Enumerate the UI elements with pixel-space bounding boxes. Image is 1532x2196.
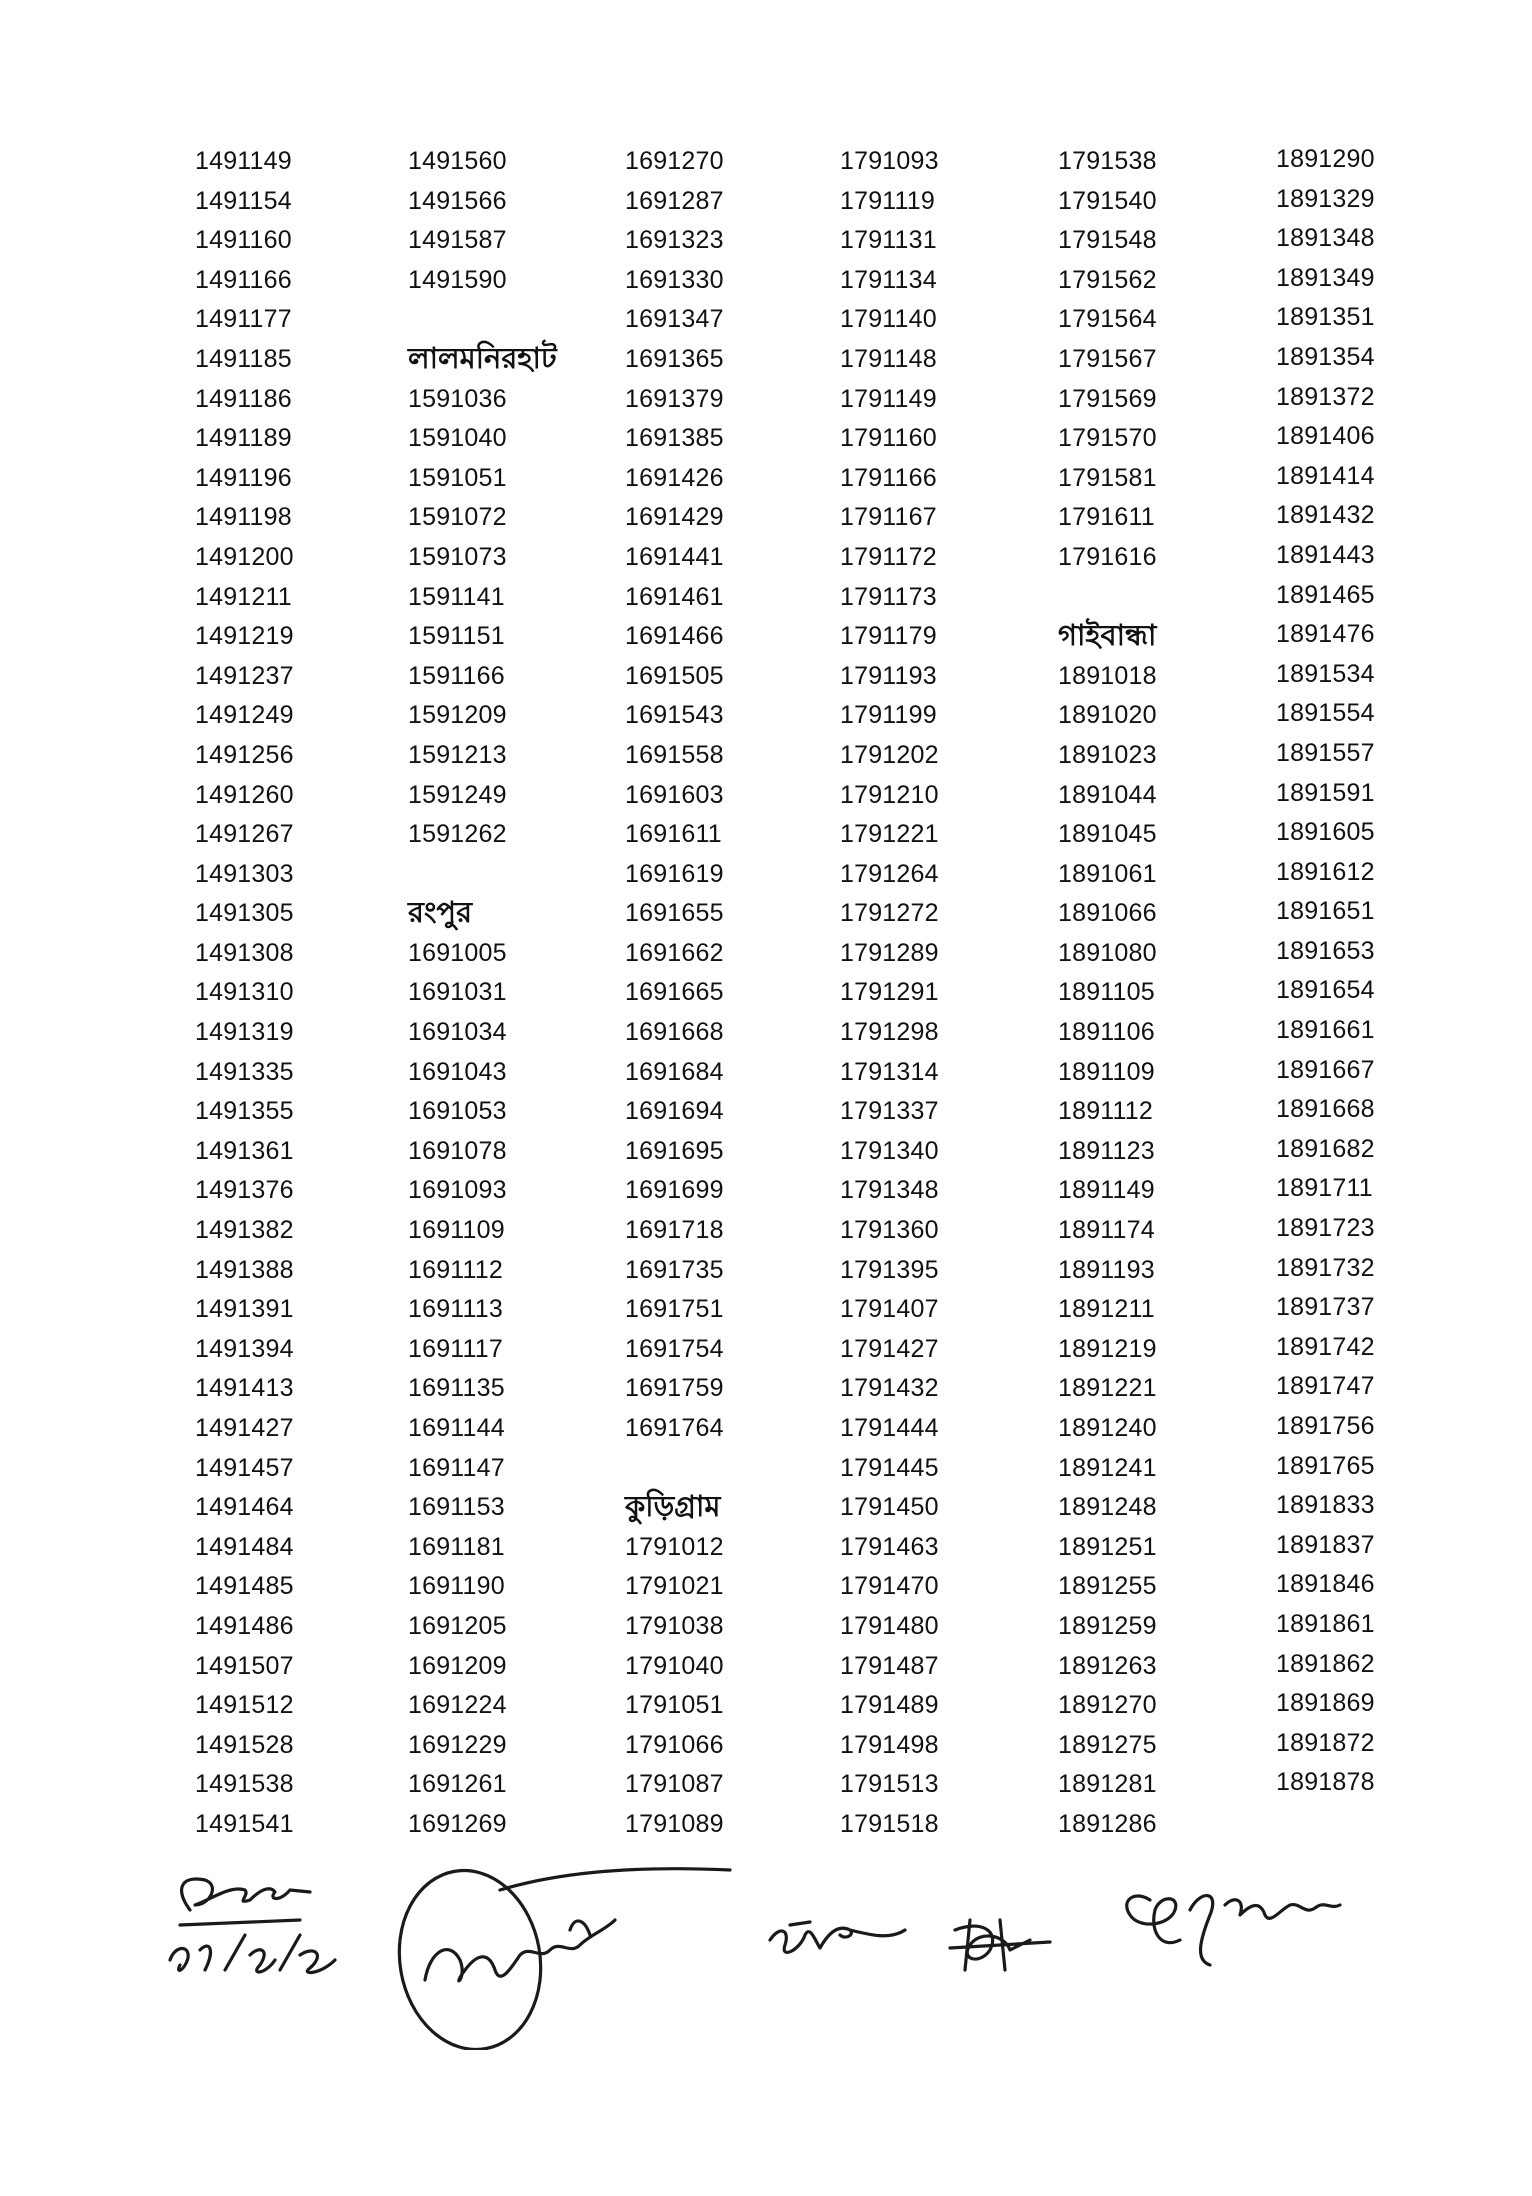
roll-number: 1891290 — [1276, 145, 1375, 173]
roll-number: 1691668 — [625, 1018, 724, 1047]
roll-number: 1791340 — [840, 1136, 939, 1165]
roll-number: 1791298 — [840, 1018, 939, 1047]
roll-number: 1791337 — [840, 1097, 939, 1126]
roll-number: 1791289 — [840, 938, 939, 967]
roll-number: 1891372 — [1276, 382, 1375, 411]
roll-number: 1491587 — [408, 226, 507, 255]
roll-number: 1891240 — [1058, 1414, 1157, 1442]
roll-number: 1891667 — [1276, 1055, 1375, 1084]
roll-number: 1791149 — [840, 384, 937, 413]
roll-number: 1891259 — [1058, 1611, 1157, 1640]
roll-number: 1791134 — [840, 265, 937, 294]
roll-number: 1791569 — [1058, 384, 1157, 413]
roll-number: 1891275 — [1058, 1730, 1157, 1759]
roll-number: 1791193 — [840, 661, 937, 690]
blank-row — [1058, 578, 1258, 618]
roll-number: 1491177 — [195, 305, 292, 334]
roll-number: 1491376 — [195, 1176, 294, 1205]
roll-number: 1591262 — [408, 820, 507, 849]
roll-number: 1591051 — [408, 463, 507, 492]
roll-number: 1491185 — [195, 344, 292, 373]
roll-number: 1691323 — [625, 226, 724, 255]
roll-number: 1891465 — [1276, 580, 1375, 609]
roll-number: 1791567 — [1058, 344, 1157, 373]
roll-number: 1691347 — [625, 305, 724, 334]
district-heading: রংপুর — [408, 897, 473, 930]
roll-number: 1791498 — [840, 1730, 939, 1759]
roll-number: 1791012 — [625, 1532, 724, 1561]
roll-number: 1891432 — [1276, 501, 1375, 530]
roll-number: 1491528 — [195, 1730, 294, 1759]
roll-number: 1691365 — [625, 344, 724, 373]
roll-number: 1491382 — [195, 1216, 294, 1245]
roll-number: 1691093 — [408, 1176, 507, 1205]
roll-number: 1891263 — [1058, 1651, 1157, 1680]
roll-number: 1791487 — [840, 1651, 939, 1680]
roll-number: 1491538 — [195, 1770, 294, 1799]
roll-number: 1691147 — [408, 1453, 505, 1482]
roll-number: 1691558 — [625, 740, 724, 769]
roll-number: 1891653 — [1276, 936, 1375, 965]
roll-number: 1491211 — [195, 582, 292, 611]
roll-number: 1891351 — [1276, 303, 1375, 332]
roll-number: 1891106 — [1058, 1018, 1155, 1047]
roll-number: 1491219 — [195, 622, 294, 651]
roll-number: 1891109 — [1058, 1057, 1155, 1086]
roll-number: 1691466 — [625, 622, 724, 651]
roll-number: 1891737 — [1276, 1293, 1375, 1322]
roll-number: 1891080 — [1058, 938, 1157, 967]
roll-number: 1491484 — [195, 1532, 294, 1561]
roll-number: 1491160 — [195, 226, 292, 255]
roll-number: 1891765 — [1276, 1451, 1375, 1480]
roll-number: 1691695 — [625, 1136, 724, 1165]
roll-number: 1691718 — [625, 1216, 724, 1245]
roll-number: 1791489 — [840, 1691, 939, 1720]
roll-number: 1791348 — [840, 1176, 939, 1205]
number-column-4 — [840, 142, 1040, 1845]
roll-number: 1891221 — [1058, 1374, 1157, 1403]
district-heading: লালমনিরহাট — [408, 342, 557, 375]
roll-number: 1691005 — [408, 938, 507, 967]
number-column-5 — [1058, 142, 1258, 1845]
roll-number: 1791148 — [840, 344, 937, 373]
roll-number: 1891123 — [1058, 1136, 1155, 1165]
roll-number: 1791172 — [840, 542, 937, 571]
roll-number: 1891061 — [1058, 859, 1157, 888]
roll-number: 1691261 — [408, 1770, 507, 1799]
roll-number: 1791038 — [625, 1611, 724, 1640]
roll-number: 1791445 — [840, 1453, 939, 1482]
roll-number: 1791179 — [840, 622, 937, 651]
signature-row — [150, 1830, 1420, 2050]
roll-number: 1891837 — [1276, 1530, 1375, 1559]
roll-number: 1891354 — [1276, 342, 1375, 371]
roll-number: 1491355 — [195, 1097, 294, 1126]
roll-number: 1791087 — [625, 1770, 724, 1799]
roll-number: 1691043 — [408, 1057, 507, 1086]
roll-number: 1691505 — [625, 661, 724, 690]
roll-number: 1691611 — [625, 820, 722, 849]
roll-number: 1791470 — [840, 1572, 939, 1601]
roll-number: 1491590 — [408, 265, 507, 294]
roll-number: 1791166 — [840, 463, 937, 492]
roll-number: 1791395 — [840, 1255, 939, 1284]
roll-number: 1791570 — [1058, 424, 1157, 453]
signature-3-icon — [770, 1922, 905, 1952]
roll-number: 1791093 — [840, 147, 939, 175]
roll-number: 1691759 — [625, 1374, 724, 1403]
roll-number: 1491335 — [195, 1057, 294, 1086]
roll-number: 1891105 — [1058, 978, 1155, 1007]
roll-number: 1691754 — [625, 1334, 724, 1363]
roll-number: 1791360 — [840, 1216, 939, 1245]
roll-number: 1691078 — [408, 1136, 507, 1165]
roll-number: 1791160 — [840, 424, 937, 453]
roll-number: 1791272 — [840, 899, 939, 928]
roll-number: 1891742 — [1276, 1332, 1375, 1361]
roll-number: 1891023 — [1058, 740, 1157, 769]
roll-number: 1491457 — [195, 1453, 294, 1482]
roll-number: 1891248 — [1058, 1493, 1157, 1522]
roll-number: 1891476 — [1276, 620, 1375, 649]
roll-number: 1891732 — [1276, 1253, 1375, 1282]
roll-number: 1891281 — [1058, 1770, 1157, 1799]
roll-number: 1691109 — [408, 1216, 505, 1245]
roll-number: 1891406 — [1276, 422, 1375, 451]
roll-number: 1491464 — [195, 1493, 294, 1522]
roll-number: 1891329 — [1276, 184, 1375, 213]
blank-row — [408, 855, 608, 895]
roll-number: 1491486 — [195, 1611, 294, 1640]
roll-number: 1491200 — [195, 542, 294, 571]
roll-number: 1891711 — [1276, 1174, 1373, 1203]
roll-number: 1791562 — [1058, 265, 1157, 294]
roll-number: 1791513 — [840, 1770, 939, 1799]
roll-number: 1891349 — [1276, 263, 1375, 292]
roll-number: 1691699 — [625, 1176, 724, 1205]
roll-number: 1891723 — [1276, 1214, 1375, 1243]
roll-number: 1591213 — [408, 740, 507, 769]
roll-number: 1491485 — [195, 1572, 294, 1601]
roll-number: 1791450 — [840, 1493, 939, 1522]
roll-number: 1491149 — [195, 147, 292, 175]
roll-number: 1891045 — [1058, 820, 1157, 849]
roll-number: 1891414 — [1276, 461, 1375, 490]
roll-number: 1691270 — [625, 147, 724, 175]
roll-number: 1591249 — [408, 780, 507, 809]
roll-number: 1791444 — [840, 1414, 939, 1442]
roll-number: 1691684 — [625, 1057, 724, 1086]
roll-number: 1491413 — [195, 1374, 294, 1403]
roll-number: 1591073 — [408, 542, 507, 571]
roll-number: 1791538 — [1058, 147, 1157, 175]
roll-number: 1791432 — [840, 1374, 939, 1403]
roll-number: 1791264 — [840, 859, 939, 888]
roll-number: 1691229 — [408, 1730, 507, 1759]
roll-number: 1691429 — [625, 503, 724, 532]
roll-number: 1691751 — [625, 1295, 724, 1324]
roll-number: 1691662 — [625, 938, 724, 967]
roll-number: 1491166 — [195, 265, 292, 294]
roll-number: 1591072 — [408, 503, 507, 532]
roll-number: 1891605 — [1276, 818, 1375, 847]
roll-number: 1891219 — [1058, 1334, 1157, 1363]
roll-number: 1891651 — [1276, 897, 1375, 926]
roll-number: 1491237 — [195, 661, 294, 690]
roll-number: 1491427 — [195, 1414, 294, 1442]
roll-number: 1891612 — [1276, 857, 1375, 886]
number-column-3 — [625, 142, 825, 1845]
roll-number: 1691153 — [408, 1493, 505, 1522]
roll-number: 1791611 — [1058, 503, 1155, 532]
roll-number: 1891747 — [1276, 1372, 1375, 1401]
roll-number: 1491303 — [195, 859, 294, 888]
roll-number: 1591151 — [408, 622, 505, 651]
roll-number: 1891270 — [1058, 1691, 1157, 1720]
roll-number: 1691181 — [408, 1532, 505, 1561]
roll-number: 1591036 — [408, 384, 507, 413]
roll-number: 1791040 — [625, 1651, 724, 1680]
roll-number: 1691385 — [625, 424, 724, 453]
roll-number: 1691144 — [408, 1414, 505, 1442]
roll-number: 1791202 — [840, 740, 939, 769]
roll-number: 1691031 — [408, 978, 507, 1007]
roll-number: 1791131 — [840, 226, 937, 255]
roll-number: 1591166 — [408, 661, 505, 690]
roll-number: 1891661 — [1276, 1016, 1375, 1045]
signature-5-icon — [1127, 1896, 1340, 1965]
roll-number: 1891211 — [1058, 1295, 1155, 1324]
number-column-2 — [408, 142, 608, 1845]
roll-number: 1691224 — [408, 1691, 507, 1720]
roll-number: 1891554 — [1276, 699, 1375, 728]
roll-number: 1491566 — [408, 186, 507, 215]
roll-number: 1891348 — [1276, 224, 1375, 253]
roll-number: 1891241 — [1058, 1453, 1157, 1482]
roll-number: 1491310 — [195, 978, 294, 1007]
roll-number: 1491249 — [195, 701, 294, 730]
roll-number: 1791548 — [1058, 226, 1157, 255]
roll-number: 1791140 — [840, 305, 937, 334]
roll-number: 1691735 — [625, 1255, 724, 1284]
roll-number: 1791089 — [625, 1809, 724, 1838]
roll-number: 1491394 — [195, 1334, 294, 1363]
roll-number: 1891018 — [1058, 661, 1157, 690]
roll-number: 1691205 — [408, 1611, 507, 1640]
roll-number: 1691665 — [625, 978, 724, 1007]
roll-number: 1691694 — [625, 1097, 724, 1126]
roll-number: 1791021 — [625, 1572, 724, 1601]
roll-number: 1691113 — [408, 1295, 504, 1324]
roll-number: 1791051 — [625, 1691, 724, 1720]
roll-number: 1491541 — [195, 1809, 294, 1838]
roll-number: 1891251 — [1058, 1532, 1157, 1561]
roll-number: 1691461 — [625, 582, 724, 611]
district-heading: কুড়িগ্রাম — [625, 1491, 721, 1524]
roll-number: 1891149 — [1058, 1176, 1155, 1205]
number-column-6 — [1276, 140, 1476, 1803]
roll-number: 1691135 — [408, 1374, 505, 1403]
roll-number: 1791167 — [840, 503, 937, 532]
roll-number: 1791581 — [1058, 463, 1157, 492]
roll-number: 1691117 — [408, 1334, 504, 1363]
roll-number: 1891861 — [1276, 1609, 1375, 1638]
roll-number: 1891020 — [1058, 701, 1157, 730]
roll-number: 1491186 — [195, 384, 292, 413]
roll-number: 1891286 — [1058, 1809, 1157, 1838]
roll-number: 1891654 — [1276, 976, 1375, 1005]
roll-number: 1491256 — [195, 740, 294, 769]
roll-number: 1691053 — [408, 1097, 507, 1126]
roll-number: 1491308 — [195, 938, 294, 967]
roll-number: 1691209 — [408, 1651, 507, 1680]
roll-number: 1891044 — [1058, 780, 1157, 809]
roll-number: 1791564 — [1058, 305, 1157, 334]
roll-number: 1791427 — [840, 1334, 939, 1363]
roll-number: 1791066 — [625, 1730, 724, 1759]
roll-number: 1891833 — [1276, 1491, 1375, 1520]
roll-number: 1891557 — [1276, 738, 1375, 767]
roll-number: 1891872 — [1276, 1728, 1375, 1757]
roll-number: 1791199 — [840, 701, 937, 730]
roll-number: 1791480 — [840, 1611, 939, 1640]
roll-number: 1691619 — [625, 859, 724, 888]
roll-number: 1891862 — [1276, 1649, 1375, 1678]
roll-number: 1791221 — [840, 820, 939, 849]
roll-number: 1691655 — [625, 899, 724, 928]
roll-number: 1891869 — [1276, 1689, 1375, 1718]
roll-number: 1691190 — [408, 1572, 505, 1601]
roll-number: 1891668 — [1276, 1095, 1375, 1124]
roll-number: 1891534 — [1276, 659, 1375, 688]
roll-number: 1491507 — [195, 1651, 294, 1680]
roll-number: 1491260 — [195, 780, 294, 809]
roll-number: 1491196 — [195, 463, 292, 492]
roll-number: 1891846 — [1276, 1570, 1375, 1599]
roll-number: 1691603 — [625, 780, 724, 809]
roll-number: 1791616 — [1058, 542, 1157, 571]
roll-number: 1491305 — [195, 899, 294, 928]
district-heading: গাইবান্ধা — [1058, 620, 1157, 653]
roll-number: 1491189 — [195, 424, 292, 453]
roll-number: 1791210 — [840, 780, 939, 809]
roll-number: 1691379 — [625, 384, 724, 413]
roll-number: 1791119 — [840, 186, 936, 215]
roll-number: 1691112 — [408, 1255, 504, 1284]
roll-number: 1491198 — [195, 503, 292, 532]
roll-number: 1491512 — [195, 1691, 294, 1720]
roll-number: 1691330 — [625, 265, 724, 294]
signature-1-with-date-icon — [170, 1879, 335, 1972]
signature-4-icon — [950, 1920, 1050, 1970]
roll-number: 1591209 — [408, 701, 507, 730]
roll-number: 1891193 — [1058, 1255, 1155, 1284]
roll-number: 1691764 — [625, 1414, 724, 1442]
roll-number: 1591040 — [408, 424, 507, 453]
roll-number: 1691441 — [625, 542, 724, 571]
roll-number: 1591141 — [408, 582, 505, 611]
roll-number: 1491560 — [408, 147, 507, 175]
roll-number: 1891682 — [1276, 1134, 1375, 1163]
roll-number: 1891443 — [1276, 540, 1375, 569]
roll-number: 1891878 — [1276, 1768, 1375, 1797]
roll-number: 1891112 — [1058, 1097, 1154, 1126]
roll-number: 1891756 — [1276, 1412, 1375, 1440]
roll-number: 1691287 — [625, 186, 724, 215]
roll-number: 1791314 — [840, 1057, 939, 1086]
roll-number: 1791173 — [840, 582, 937, 611]
roll-number: 1791291 — [840, 978, 939, 1007]
number-column-1 — [195, 142, 395, 1845]
roll-number: 1691034 — [408, 1018, 507, 1047]
roll-number: 1891174 — [1058, 1216, 1155, 1245]
roll-number: 1791518 — [840, 1809, 939, 1838]
roll-number: 1791540 — [1058, 186, 1157, 215]
blank-row — [408, 300, 608, 340]
roll-number: 1491319 — [195, 1018, 294, 1047]
roll-number: 1791463 — [840, 1532, 939, 1561]
roll-number: 1491391 — [195, 1295, 294, 1324]
roll-number: 1891255 — [1058, 1572, 1157, 1601]
roll-number: 1891591 — [1276, 778, 1375, 807]
roll-number: 1691269 — [408, 1809, 507, 1838]
roll-number: 1491388 — [195, 1255, 294, 1284]
roll-number: 1891066 — [1058, 899, 1157, 928]
roll-number: 1491361 — [195, 1136, 294, 1165]
roll-number: 1791407 — [840, 1295, 939, 1324]
roll-number: 1691426 — [625, 463, 724, 492]
roll-number: 1691543 — [625, 701, 724, 730]
roll-number: 1491267 — [195, 820, 294, 849]
roll-number: 1491154 — [195, 186, 292, 215]
signature-2-circled-icon — [385, 1859, 730, 2050]
blank-row — [625, 1449, 825, 1489]
